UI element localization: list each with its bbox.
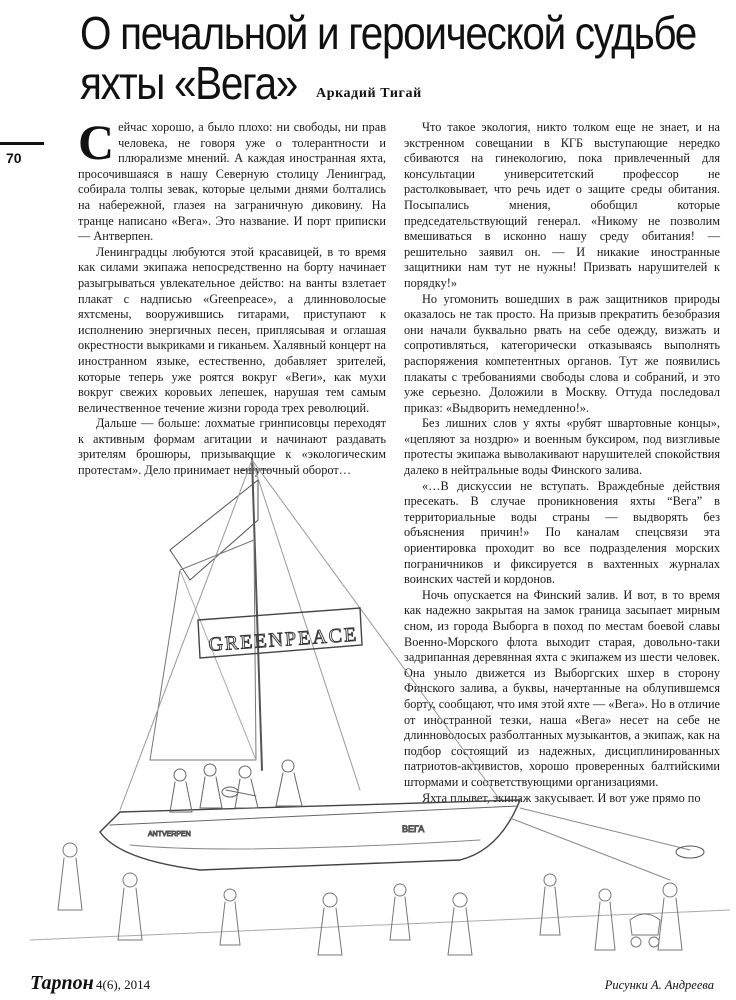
yacht-illustration (30, 440, 730, 970)
title-line-1: О печальной и героической судьбе (80, 7, 696, 59)
paragraph: Но угомонить вошедших в раж защитников природы оказалось не так просто. На призыв прекратить безобразия они начали буквально рвать на себе одежду, визжать и сопротивляться, категорически отказываясь выполнять распоряжения компетентных органов. Тут же появились плакаты с требованиями свободы слова и собраний, и это уже серьезно. Доложили в Москву. Оттуда последовал приказ: «Выдворить немедленно!». (404, 291, 720, 415)
paragraph: Без лишних слов у яхты «рубят швартовные концы», «цепляют за ноздрю» и военным буксиром, под визгливые протесты экипажа выволакивают нарушителей спокойствия далеко в нейтральные воды Финского залива. (404, 416, 720, 478)
banner-text: GREENPEACE (207, 623, 359, 656)
page-number: 70 (6, 150, 22, 166)
paragraph: Ночь опускается на Финский залив. И вот, в то время как надежно закрытая на замок граница засыпает мирным сном, из города Выборга в поход по местам боевой славы Военно-Морского флота выходит старая, довольно-таки задрипанная деревянная яхта с экипажем из шести человек. Она уныло движется из Выборгских шхер в сторону Финского залива, а буквы, начертанные на облупившемся борту, сообщают, что имя этой яхте — «Вега». Но в отличие от иностранной тезки, наша «Вега» несет на себе не длинноволосых разболтанных музыкантов, а экипаж, как на подбор состоящий из надежных, дисциплинированных патриотов-активистов, хорошо проверенных балтийскими штормами и соответствующими организациями. (404, 587, 720, 789)
drop-cap: С (78, 114, 115, 170)
paragraph: Яхта плывет, экипаж закусывает. И вот уже прямо по (422, 790, 701, 805)
magazine-logo: Тарпон (30, 972, 94, 994)
hull-name-right: ВЕГА (402, 824, 425, 834)
hull-name-left: ANTVERPEN (148, 831, 191, 838)
author-name: Аркадий Тигай (316, 86, 422, 101)
illustration-credit: Рисунки А. Андреева (604, 978, 714, 992)
title-line-2: яхты «Вега» (80, 57, 298, 109)
article-column-left (78, 114, 386, 479)
paragraph: Ленинградцы любуются этой красавицей, в то время как силами экипажа непосредственно на борту начинает разыгрываться увлекательное действо: на ванты взлетает плакат с надписью «Greenpeace», а длинноволосые яхтсмены, вооружившись гитарами, приступают к исполнению энергичных песен, приплясывая и оглашая окрестности выкриками и гиканьем. Халявный концерт на иностранном языке, естественно, добавляет зрителей, которые теперь уже роятся вокруг «Веги», как мухи вокруг свежих коровьих лепешек, нарушая тем самым величественное течение жизни города трех революций. (78, 244, 386, 415)
paragraph: Дальше — больше: лохматые гринписовцы переходят к активным формам агитации и начинают раздавать зрителям брошюры, призывающие к «экологическим протестам». Дело принимает нешуточный оборот… (78, 416, 386, 478)
paragraph: Что такое экология, никто толком еще не знает, и на экстренном совещании в КГБ выступающие нередко сбиваются на гинекологию, пока привлеченный для консультации университетский профессор не растолковывает, что речь идет о защите среды обитания. Посыпались мнения, обобщил которые председательствующий генерал. «Никому не позволим вмешиваться в исконно нашу среду обитания! — решительно заявил он. — И никакие иностранные защитники нам тут не нужны! Призвать нарушителей к порядку!» (404, 120, 720, 290)
paragraph: Сейчас хорошо, а было плохо: ни свободы, ни прав человека, не говоря уже о толерантности и плюрализме мнений. А каждая иностранная яхта, просочившаяся в нашу Северную столицу Ленинград, собирала толпы зевак, которые целыми днями болтались на набережной, глазея на заграничную диковину. На транце написано «Вега». Это название. И порт приписки — Антверпен. (78, 114, 386, 244)
paragraph: «…В дискуссии не вступать. Враждебные действия пресекать. В случае проникновения яхты “Вега” в территориальные воды страны — выдворять без объяснения причин!» По каналам спецсвязи эта ориентировка проходит во все подразделения морских пограничников и фиксируется в вахтенных журналах воинских частей и кордонов. (404, 478, 720, 587)
issue-number: 4(6), 2014 (96, 977, 151, 992)
page-marker-bar (0, 142, 44, 145)
